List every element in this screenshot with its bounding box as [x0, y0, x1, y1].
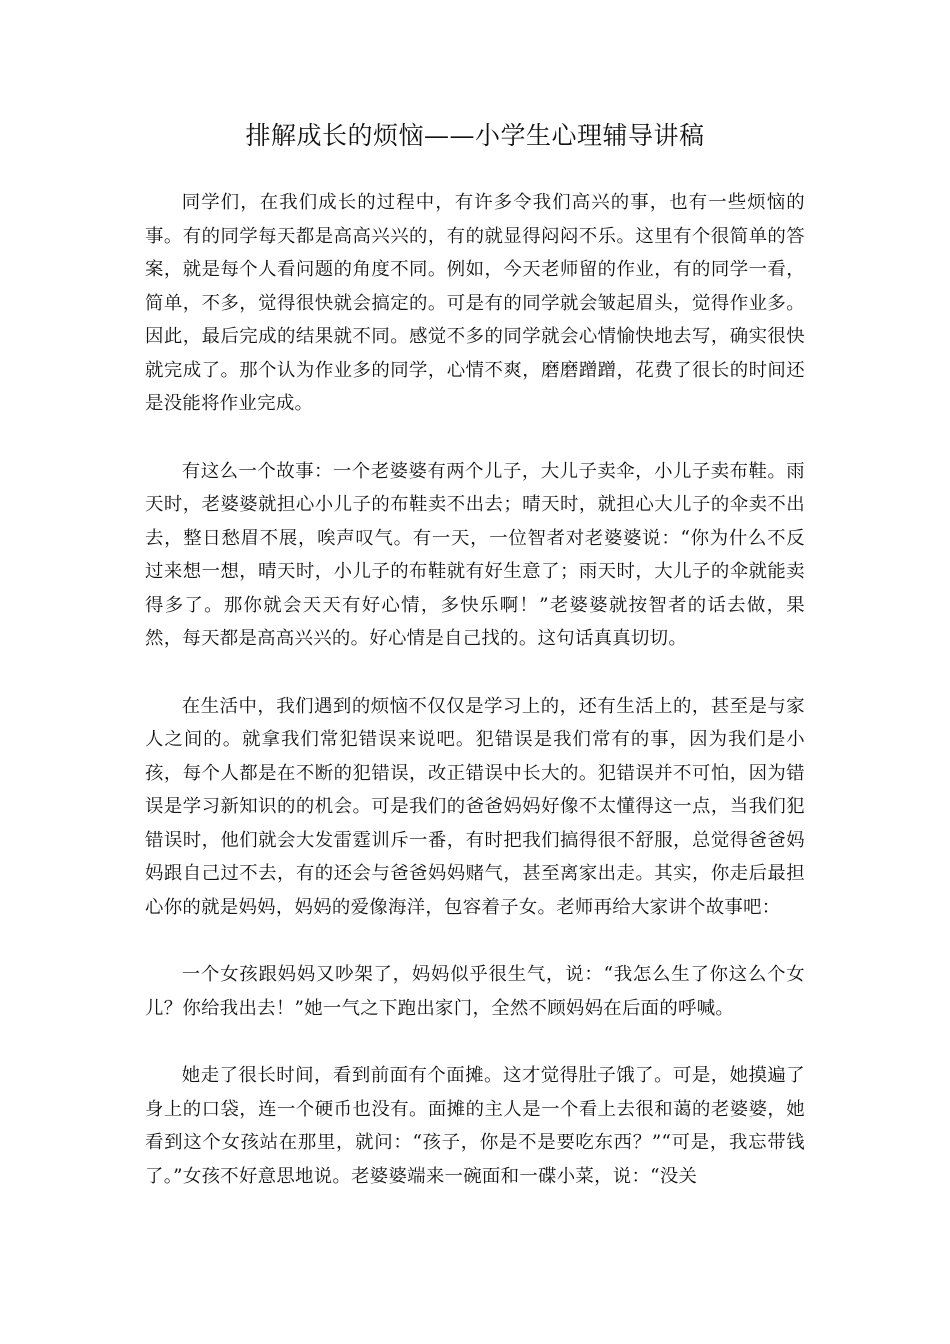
document-body: [145, 186, 805, 1193]
paragraph-2: 有这么一个故事：一个老婆婆有两个儿子，大儿子卖伞，小儿子卖布鞋。雨天时，老婆婆就担心小儿子的布鞋卖不出去；晴天时，就担心大儿子的伞卖不出去，整日愁眉不展，唉声叹气。有一天，一位智者对老婆婆说：“你为什么不反过来想一想，晴天时，小儿子的布鞋就有好生意了；雨天时，大儿子的伞就能卖得多了。那你就会天天有好心情，多快乐啊！”老婆婆就按智者的话去做，果然，每天都是高高兴兴的。好心情是自己找的。这句话真真切切。: [145, 460, 805, 649]
paragraph-5: 她走了很长时间，看到前面有个面摊。这才觉得肚子饿了。可是，她摸遍了身上的口袋，连一个硬币也没有。面摊的主人是一个看上去很和蔼的老婆婆，她看到这个女孩站在那里，就问：“孩子，你是不是要吃东西？”“可是，我忘带钱了。”女孩不好意思地说。老婆婆端来一碗面和一碟小菜，说：“没关: [145, 1065, 805, 1187]
paragraph-4: 一个女孩跟妈妈又吵架了，妈妈似乎很生气，说：“我怎么生了你这么个女儿？你给我出去！”她一气之下跑出家门，全然不顾妈妈在后面的呼喊。: [145, 964, 805, 1019]
paragraph-3: 在生活中，我们遇到的烦恼不仅仅是学习上的，还有生活上的，甚至是与家人之间的。就拿我们常犯错误来说吧。犯错误是我们常有的事，因为我们是小孩，每个人都是在不断的犯错误，改正错误中长大的。犯错误并不可怕，因为错误是学习新知识的的机会。可是我们的爸爸妈妈好像不太懂得这一点，当我们犯错误时，他们就会大发雷霆训斥一番，有时把我们搞得很不舒服，总觉得爸爸妈妈跟自己过不去，有的还会与爸爸妈妈赌气，甚至离家出走。其实，你走后最担心你的就是妈妈，妈妈的爱像海洋，包容着子女。老师再给大家讲个故事吧：: [145, 695, 805, 918]
paragraph-1: 同学们，在我们成长的过程中，有许多令我们高兴的事，也有一些烦恼的事。有的同学每天都是高高兴兴的，有的就显得闷闷不乐。这里有个很简单的答案，就是每个人看问题的角度不同。例如，今天老师留的作业，有的同学一看，简单，不多，觉得很快就会搞定的。可是有的同学就会皱起眉头，觉得作业多。因此，最后完成的结果就不同。感觉不多的同学就会心情愉快地去写，确实很快就完成了。那个认为作业多的同学，心情不爽，磨磨蹭蹭，花费了很长的时间还是没能将作业完成。: [145, 192, 805, 414]
document-title: 排解成长的烦恼——小学生心理辅导讲稿: [245, 121, 705, 150]
